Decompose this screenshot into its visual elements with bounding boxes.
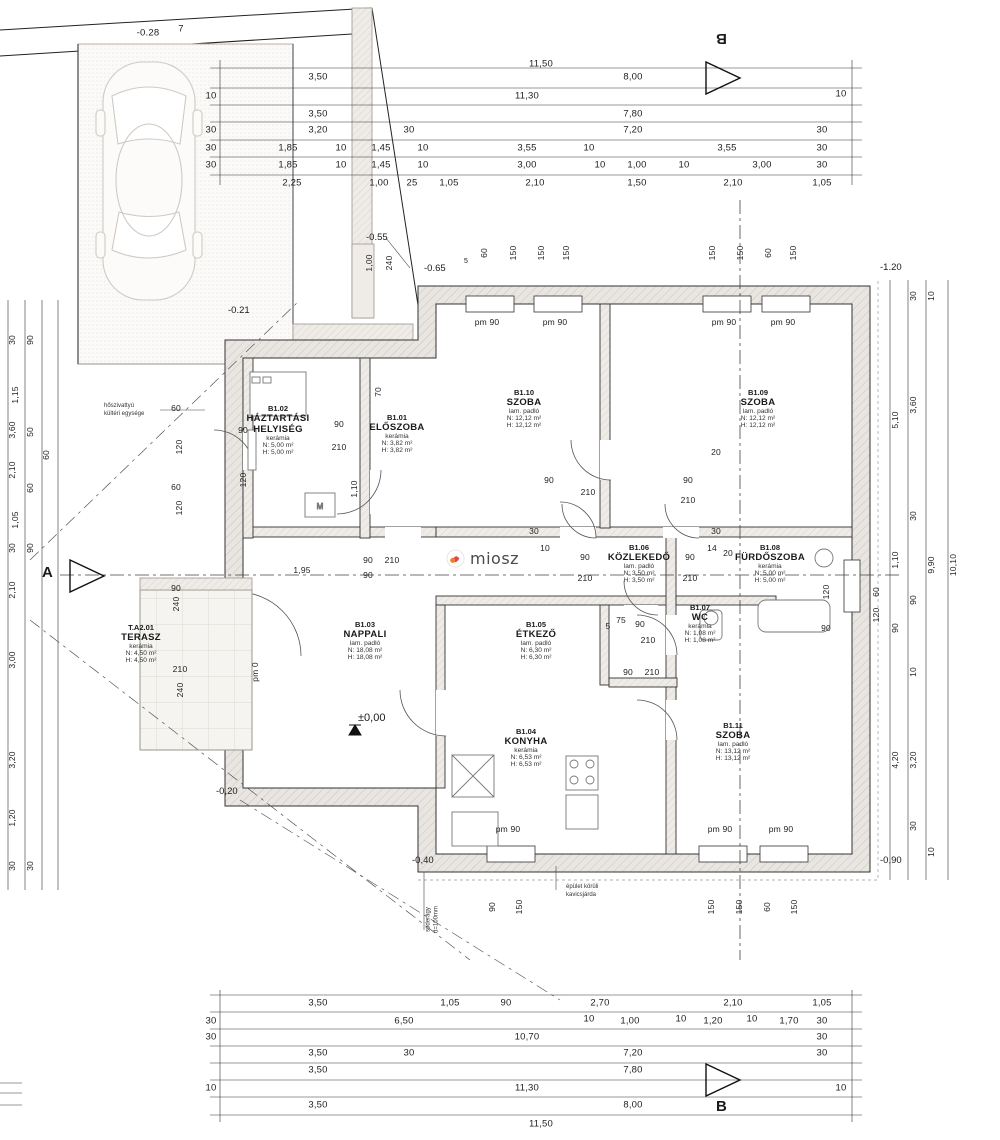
dimension-text: 2,10 [525, 177, 545, 189]
room-name: SZOBA [715, 730, 751, 741]
dimension-text: 30 [7, 861, 17, 871]
room-material: lam. padló [508, 408, 540, 415]
room-name: NAPPALI [343, 629, 387, 640]
room-material: lam. padló [717, 741, 749, 748]
miosz-mark-icon [446, 549, 465, 568]
room-area: N: 12,12 m² [740, 415, 776, 422]
room-code: B1.04 [515, 727, 536, 736]
dimension-text: 3,50 [308, 71, 328, 83]
dimension-text: 10 [335, 159, 347, 171]
room-area: N: 1,08 m² [684, 630, 716, 637]
dimension-text: 1,00 [369, 177, 389, 189]
room-name: TERASZ [121, 632, 161, 643]
dimension-text: 2,10 [723, 177, 743, 189]
dimension-text: 1,00 [364, 254, 374, 272]
dimension-text: 6,50 [394, 1015, 414, 1027]
dimension-text: 25 [406, 177, 418, 189]
room-code: B1.01 [386, 413, 407, 422]
dimension-text: 30 [816, 142, 828, 154]
dimension-text: 3,50 [308, 1047, 328, 1059]
dimension-text: 10 [417, 159, 429, 171]
room-height: H: 1,08 m² [684, 637, 716, 644]
dimension-text: 90 [890, 623, 900, 633]
room-material: lam. padló [623, 563, 655, 570]
dimension-text: 7,80 [623, 108, 643, 120]
dimension-text: 90 [544, 475, 554, 485]
room-material: kerámia [514, 747, 538, 754]
dimension-text: 1,20 [7, 809, 17, 827]
room-code: B1.03 [354, 620, 375, 629]
room-code: B1.05 [525, 620, 546, 629]
room-block-b1-04 [483, 727, 569, 768]
room-code: B1.02 [267, 404, 288, 413]
room-name: ÉTKEZŐ [515, 629, 557, 640]
dimension-text: 30 [908, 511, 918, 521]
dimension-text: 10 [926, 847, 936, 857]
dimension-text: 4,20 [890, 751, 900, 769]
dimension-text: 90 [334, 419, 344, 429]
dimension-text: 90 [25, 543, 35, 553]
dimension-text: 150 [514, 899, 524, 915]
dimension-text: 150 [735, 245, 745, 261]
dimension-text: 120 [174, 439, 184, 455]
dimension-text: 10 [675, 1013, 687, 1025]
dimension-text: 120 [871, 607, 881, 623]
level-mark: -0,20 [216, 786, 238, 797]
dimension-text: 3,50 [308, 1099, 328, 1111]
room-name: KÖZLEKEDŐ [607, 552, 671, 563]
room-name: HÁZTARTÁSI [246, 413, 310, 424]
room-name-2: HELYISÉG [253, 424, 303, 435]
dimension-text: 1,05 [812, 177, 832, 189]
room-height: H: 13,12 m² [715, 755, 751, 762]
room-code: B1.10 [513, 388, 534, 397]
dimension-text: 3,20 [308, 124, 328, 136]
dimension-text: 10,70 [514, 1031, 540, 1043]
dimension-text: 30 [816, 1015, 828, 1027]
dimension-text: 60 [171, 482, 181, 492]
dimension-text: pm 90 [474, 317, 500, 327]
room-height: H: 3,50 m² [623, 577, 655, 584]
dimension-text: 3,00 [7, 651, 17, 669]
note-gravel-path: épület körüli kavicsjárda [566, 884, 599, 898]
dimension-text: 10 [594, 159, 606, 171]
dimension-text: 60 [479, 248, 489, 258]
dimension-text: pm 90 [770, 317, 796, 327]
room-code: B1.09 [747, 388, 768, 397]
dimension-text: 30 [403, 124, 415, 136]
dimension-text: 10 [678, 159, 690, 171]
room-height: H: 4,50 m² [125, 657, 157, 664]
dimension-text: 30 [205, 1031, 217, 1043]
dimension-text: 120 [238, 472, 248, 488]
dimension-text: 10,10 [948, 553, 958, 577]
dimension-text: 60 [762, 902, 772, 912]
dimension-text: 10 [335, 142, 347, 154]
dimension-text: 240 [175, 682, 185, 698]
dimension-text: 210 [682, 573, 698, 583]
dimension-text: 210 [384, 555, 400, 565]
dimension-text: 30 [816, 159, 828, 171]
dimension-text: 3,60 [908, 396, 918, 414]
dimension-text: 7,20 [623, 1047, 643, 1059]
room-material: lam. padló [520, 640, 552, 647]
dimension-text: 2,70 [590, 997, 610, 1009]
dimension-text: 240 [171, 596, 181, 612]
dimension-text: 2,10 [7, 581, 17, 599]
dimension-text: 30 [816, 124, 828, 136]
svg-text:M: M [316, 502, 324, 511]
dimension-text: 1,85 [278, 142, 298, 154]
dimension-text: 10 [540, 543, 550, 553]
dimension-text: 150 [508, 245, 518, 261]
dimension-text: 7,20 [623, 124, 643, 136]
dimension-text: 30 [908, 291, 918, 301]
dimension-text: 30 [816, 1031, 828, 1043]
level-mark-sup: 5 [464, 258, 468, 265]
dimension-text: 1,05 [812, 997, 832, 1009]
level-mark: -0,40 [412, 855, 434, 866]
dimension-text: 11,30 [514, 1082, 540, 1094]
level-mark: -0.65 [424, 263, 446, 274]
room-height: H: 3,82 m² [381, 447, 413, 454]
dimension-text: 20 [711, 447, 721, 457]
room-name: FÜRDŐSZOBA [734, 552, 806, 563]
dimension-text: 3,50 [308, 1064, 328, 1076]
room-height: H: 6,53 m² [510, 761, 542, 768]
room-material: kerámia [688, 623, 712, 630]
room-code: T.A2.01 [128, 623, 154, 632]
dimension-text: 30 [816, 1047, 828, 1059]
room-block-b1-01 [353, 413, 441, 454]
room-block-b1-03 [320, 620, 410, 661]
dimension-text: 3,50 [308, 108, 328, 120]
dimension-text: 3,55 [717, 142, 737, 154]
dimension-text: 10 [417, 142, 429, 154]
dimension-text: 3,00 [517, 159, 537, 171]
dimension-text: 30 [529, 526, 539, 536]
dimension-text: 3,60 [7, 421, 17, 439]
room-code: B1.07 [689, 603, 710, 612]
dimension-text: 11,50 [528, 1118, 554, 1130]
room-block-b1-06 [594, 543, 684, 584]
dimension-text: 150 [706, 899, 716, 915]
dimension-text: 210 [331, 442, 347, 452]
room-area: N: 12,12 m² [506, 415, 542, 422]
dimension-text: 30 [7, 543, 17, 553]
dimension-text: 90 [363, 555, 373, 565]
dimension-text: pm 90 [495, 824, 521, 834]
dimension-text: 90 [238, 425, 248, 435]
dimension-text: 90 [500, 997, 512, 1009]
dimension-text: 1,00 [620, 1015, 640, 1027]
dimension-text: 30 [25, 861, 35, 871]
dimension-text: 10 [205, 1082, 217, 1094]
room-name: WC [691, 612, 709, 623]
dimension-text: pm 90 [707, 824, 733, 834]
dimension-text: 9,90 [926, 556, 936, 574]
note-heat-pump: hőszivattyú kültéri egysége [104, 403, 145, 417]
dimension-text: 2,10 [7, 461, 17, 479]
room-block-b1-11 [688, 721, 778, 762]
dimension-text: 1,05 [440, 997, 460, 1009]
room-area: N: 13,12 m² [715, 748, 751, 755]
dimension-text: 1,45 [371, 159, 391, 171]
section-axis-a: A [42, 564, 53, 581]
dimension-text: 3,20 [7, 751, 17, 769]
room-block-terasz [96, 623, 186, 664]
level-mark-zero: ±0,00 [358, 712, 386, 724]
dimension-text: 150 [734, 899, 744, 915]
room-area: N: 4,50 m² [125, 650, 157, 657]
dimension-text: 10 [835, 1082, 847, 1094]
dimension-text: 30 [205, 1015, 217, 1027]
room-height: H: 5,00 m² [754, 577, 786, 584]
room-area: N: 18,08 m² [347, 647, 383, 654]
dimension-text: 5,10 [890, 411, 900, 429]
dimension-text: 1,50 [627, 177, 647, 189]
room-area: N: 6,53 m² [510, 754, 542, 761]
room-name: KONYHA [504, 736, 548, 747]
dimension-text: 3,50 [308, 997, 328, 1009]
dimension-text: 1,05 [439, 177, 459, 189]
room-material: kerámia [266, 435, 290, 442]
dimension-text: pm 90 [711, 317, 737, 327]
brand-logo [446, 549, 519, 568]
dimension-text: 10 [583, 142, 595, 154]
room-height: H: 12,12 m² [740, 422, 776, 429]
dimension-text: 90 [623, 667, 633, 677]
dimension-text: 60 [871, 587, 881, 597]
dimension-text: 7 [178, 23, 184, 35]
level-mark: -1.20 [880, 262, 902, 273]
brand-name: miosz [470, 549, 520, 568]
dimension-text: 10 [908, 667, 918, 677]
dimension-text: 14 [707, 543, 717, 553]
dimension-text: 50 [25, 427, 35, 437]
room-area: N: 3,82 m² [381, 440, 413, 447]
dimension-text: pm 0 [250, 662, 260, 682]
dimension-text: 60 [763, 248, 773, 258]
dimension-text: 11,50 [528, 58, 554, 70]
level-mark: -0,90 [880, 855, 902, 866]
dimension-text: 1,95 [293, 565, 311, 575]
dimension-text: 30 [205, 142, 217, 154]
room-name: SZOBA [740, 397, 776, 408]
dimension-text: 30 [205, 159, 217, 171]
room-material: kerámia [129, 643, 153, 650]
room-material: kerámia [385, 433, 409, 440]
dimension-text: 150 [536, 245, 546, 261]
dimension-text: 5 [605, 621, 611, 631]
dimension-text: 1,20 [703, 1015, 723, 1027]
dimension-text: 11,30 [514, 90, 540, 102]
dimension-text: 10 [583, 1013, 595, 1025]
dimension-text: 70 [373, 387, 383, 397]
dimension-text: 7,80 [623, 1064, 643, 1076]
dimension-text: 90 [685, 552, 695, 562]
dimension-text: 2,10 [723, 997, 743, 1009]
dimension-text: 30 [205, 124, 217, 136]
dimension-text: 90 [821, 623, 831, 633]
dimension-text: 10 [205, 90, 217, 102]
dimension-text: 210 [172, 664, 188, 674]
dimension-text: 90 [171, 583, 181, 593]
dimension-text: 30 [7, 335, 17, 345]
dimension-text: 90 [908, 595, 918, 605]
room-area: N: 6,30 m² [520, 647, 552, 654]
room-block-b1-07 [662, 603, 738, 644]
dimension-text: 8,00 [623, 1099, 643, 1111]
dimension-text: 1,15 [10, 386, 20, 404]
dimension-text: 90 [25, 335, 35, 345]
room-area: N: 3,50 m² [623, 570, 655, 577]
dimension-text: 60 [41, 450, 51, 460]
dimension-text: 210 [577, 573, 593, 583]
dimension-text: 90 [487, 902, 497, 912]
dimension-text: 90 [683, 475, 693, 485]
dimension-text: 30 [908, 821, 918, 831]
room-height: H: 5,00 m² [262, 449, 294, 456]
dimension-text: -0.28 [136, 27, 160, 39]
room-block-b1-09 [698, 388, 818, 429]
dimension-text: 75 [616, 615, 626, 625]
room-block-b1-02 [218, 404, 338, 456]
dimension-text: 1,85 [278, 159, 298, 171]
dimension-text: 1,00 [627, 159, 647, 171]
note-gravel-bed: sóderágy d=100mm [425, 906, 439, 933]
room-block-b1-08 [718, 543, 822, 584]
dimension-text: 8,00 [623, 71, 643, 83]
dimension-text: 3,55 [517, 142, 537, 154]
dimension-text: 10 [746, 1013, 758, 1025]
room-name: SZOBA [506, 397, 542, 408]
dimension-text: 1,10 [890, 551, 900, 569]
room-code: B1.11 [723, 721, 743, 730]
dimension-text: 150 [788, 245, 798, 261]
section-axis-b-bottom: B [716, 1098, 727, 1115]
level-mark: -0.21 [228, 305, 250, 316]
dimension-text: 210 [640, 635, 656, 645]
room-name: ELŐSZOBA [369, 422, 425, 433]
room-block-b1-10 [464, 388, 584, 429]
dimension-text: 240 [384, 255, 394, 271]
dimension-text: 2,25 [282, 177, 302, 189]
dimension-text: 60 [25, 483, 35, 493]
dimension-text: 3,00 [752, 159, 772, 171]
level-mark: -0.55 [366, 232, 388, 243]
dimension-text: 150 [789, 899, 799, 915]
dimension-text: 90 [580, 552, 590, 562]
dimension-text: 210 [644, 667, 660, 677]
section-axis-b-top: B [716, 30, 727, 47]
dimension-text: 120 [174, 500, 184, 516]
dimension-text: 90 [635, 619, 645, 629]
room-code: B1.08 [759, 543, 780, 552]
room-material: lam. padló [742, 408, 774, 415]
dimension-text: 210 [680, 495, 696, 505]
dimension-text: 150 [707, 245, 717, 261]
room-height: H: 18,08 m² [347, 654, 383, 661]
dimension-text: 120 [821, 584, 831, 600]
dimension-text: 30 [711, 526, 721, 536]
dimension-text: 30 [403, 1047, 415, 1059]
dimension-text: 1,05 [10, 511, 20, 529]
room-material: lam. padló [349, 640, 381, 647]
dimension-text: pm 90 [768, 824, 794, 834]
dimension-text: 10 [835, 88, 847, 100]
dimension-text: 3,20 [908, 751, 918, 769]
room-block-b1-05 [493, 620, 579, 661]
room-material: kerámia [758, 563, 782, 570]
dimension-text: 150 [561, 245, 571, 261]
dimension-text: 1,70 [779, 1015, 799, 1027]
dimension-text: 1,10 [349, 480, 359, 498]
room-area: N: 5,00 m² [754, 570, 786, 577]
room-height: H: 12,12 m² [506, 422, 542, 429]
room-area: N: 5,00 m² [262, 442, 294, 449]
dimension-text: 1,45 [371, 142, 391, 154]
dimension-text: 20 [723, 548, 733, 558]
room-height: H: 6,30 m² [520, 654, 552, 661]
dimension-text: 60 [171, 403, 181, 413]
dimension-text: pm 90 [542, 317, 568, 327]
dimension-text: 210 [580, 487, 596, 497]
dimension-text: 10 [926, 291, 936, 301]
dimension-text: 90 [363, 570, 373, 580]
room-code: B1.06 [628, 543, 649, 552]
